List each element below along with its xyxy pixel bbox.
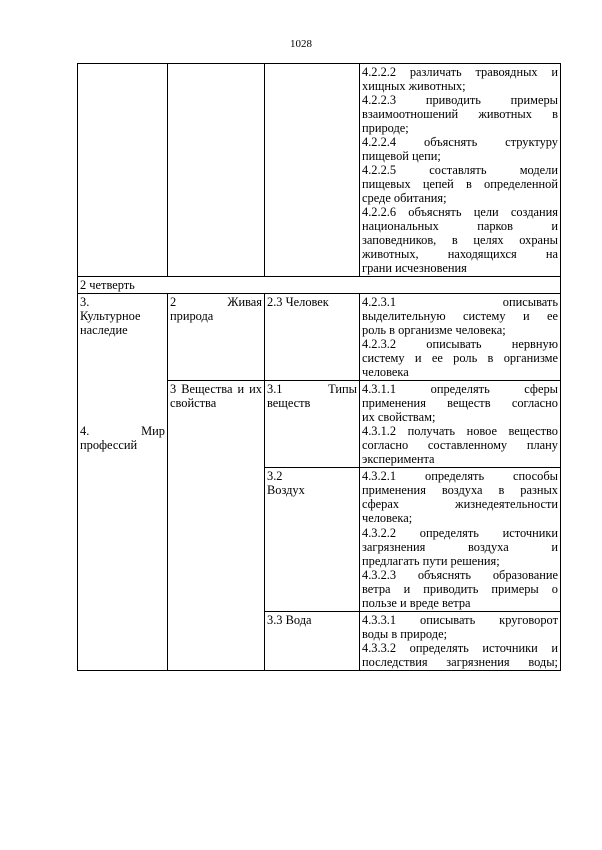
text-line: 3.1 Типы <box>267 382 357 397</box>
section-substances <box>168 381 265 670</box>
table-row <box>78 64 561 277</box>
text-line: свойства <box>170 396 217 411</box>
text-line: природе; <box>362 121 409 136</box>
text-line: взаимоотношений животных в <box>362 107 558 122</box>
text-line: загрязнения воздуха и <box>362 539 558 554</box>
text-line: пищевых цепей в определенной <box>362 177 558 192</box>
text-line: 4.3.1.2 получать новое вещество <box>362 424 558 439</box>
theme-world-of-professions <box>80 424 165 452</box>
topic-water <box>265 611 360 670</box>
topic-air <box>265 468 360 611</box>
text-line: 2.3 Человек <box>267 295 329 310</box>
text-line: 3. <box>80 295 90 310</box>
text-line: 3.3 Вода <box>267 612 312 627</box>
text-line: пользе и вреде ветра <box>362 595 471 610</box>
text-line: 4.3.1.1 определять сферы <box>362 382 558 397</box>
text-line: пищевой цепи; <box>362 149 441 164</box>
text-line: согласно составленному плану <box>362 438 558 453</box>
text-line: ветра и приводить примеры о <box>362 581 558 596</box>
text-line: Воздух <box>267 483 305 498</box>
text-line: последствия загрязнения воды; <box>362 654 558 669</box>
learning-outcomes-cell <box>360 64 561 277</box>
text-line: Культурное <box>80 309 141 324</box>
text-line: человека; <box>362 511 413 526</box>
table-cell <box>168 64 265 277</box>
text-line: наследие <box>80 323 128 338</box>
text-line: эксперимента <box>362 452 435 467</box>
page-number: 1028 <box>290 38 312 50</box>
text-line: 4.2.2.5 составлять модели <box>362 163 558 178</box>
text-line: применения веществ согласно <box>362 396 558 411</box>
text-line: человека <box>362 365 409 380</box>
learning-outcomes-cell <box>360 468 561 611</box>
text-line: 4.3.2.1 определять способы <box>362 469 558 484</box>
table-cell <box>265 64 360 277</box>
text-line: предлагать пути решения; <box>362 553 500 568</box>
text-line: систему и ее роль в организме <box>362 351 558 366</box>
text-line: 4.3.3.1 описывать круговорот <box>362 612 558 627</box>
text-line: 4.3.2.2 определять источники <box>362 525 558 540</box>
text-line: 4.2.3.1 описывать <box>362 295 558 310</box>
text-line: воды в природе; <box>362 626 448 641</box>
text-line: 4.2.2.2 различать травоядных и <box>362 65 558 79</box>
text-line: 4. Мир <box>80 424 165 439</box>
text-line: 4.2.3.2 описывать нервную <box>362 337 558 352</box>
text-line: сферах жизнедеятельности <box>362 497 558 512</box>
text-line: заповедников, в целях охраны <box>362 233 558 248</box>
curriculum-table <box>77 63 561 671</box>
spacer <box>80 337 165 424</box>
text-line: 2 Живая <box>170 295 262 310</box>
text-line: 4.3.3.2 определять источники и <box>362 640 558 655</box>
text-line: веществ <box>267 396 311 411</box>
learning-outcomes-cell <box>360 381 561 468</box>
text-line: грани исчезновения <box>362 261 467 276</box>
text-line: 3 Вещества и их <box>170 382 262 397</box>
topic-human <box>265 294 360 381</box>
topic-types-of-substances <box>265 381 360 468</box>
text-line: применения воздуха в разных <box>362 483 558 498</box>
text-line: 4.3.2.3 объяснять образование <box>362 567 558 582</box>
theme-cultural-heritage <box>80 295 165 337</box>
quarter-label: 2 четверть <box>78 277 561 294</box>
text-line: роль в организме человека; <box>362 323 506 338</box>
section-living-nature <box>168 294 265 381</box>
text-line: профессий <box>80 438 138 453</box>
text-line: их свойствам; <box>362 410 436 425</box>
text-line: 4.2.2.6 объяснять цели создания <box>362 205 558 220</box>
text-line: хищных животных; <box>362 79 466 94</box>
text-line: 4.2.2.4 объяснять структуру <box>362 135 558 150</box>
text-line: 4.2.2.3 приводить примеры <box>362 93 558 108</box>
theme-cell <box>78 294 168 670</box>
text-line: животных, находящихся на <box>362 247 558 262</box>
text-line: 3.2 <box>267 469 283 484</box>
table-row <box>78 277 561 294</box>
table-cell <box>78 64 168 277</box>
text-line: национальных парков и <box>362 219 558 234</box>
text-line: среде обитания; <box>362 191 447 206</box>
text-line: природа <box>170 309 214 324</box>
learning-outcomes-cell <box>360 611 561 670</box>
text-line: выделительную систему и ее <box>362 309 558 324</box>
table-row <box>78 294 561 381</box>
learning-outcomes-cell <box>360 294 561 381</box>
